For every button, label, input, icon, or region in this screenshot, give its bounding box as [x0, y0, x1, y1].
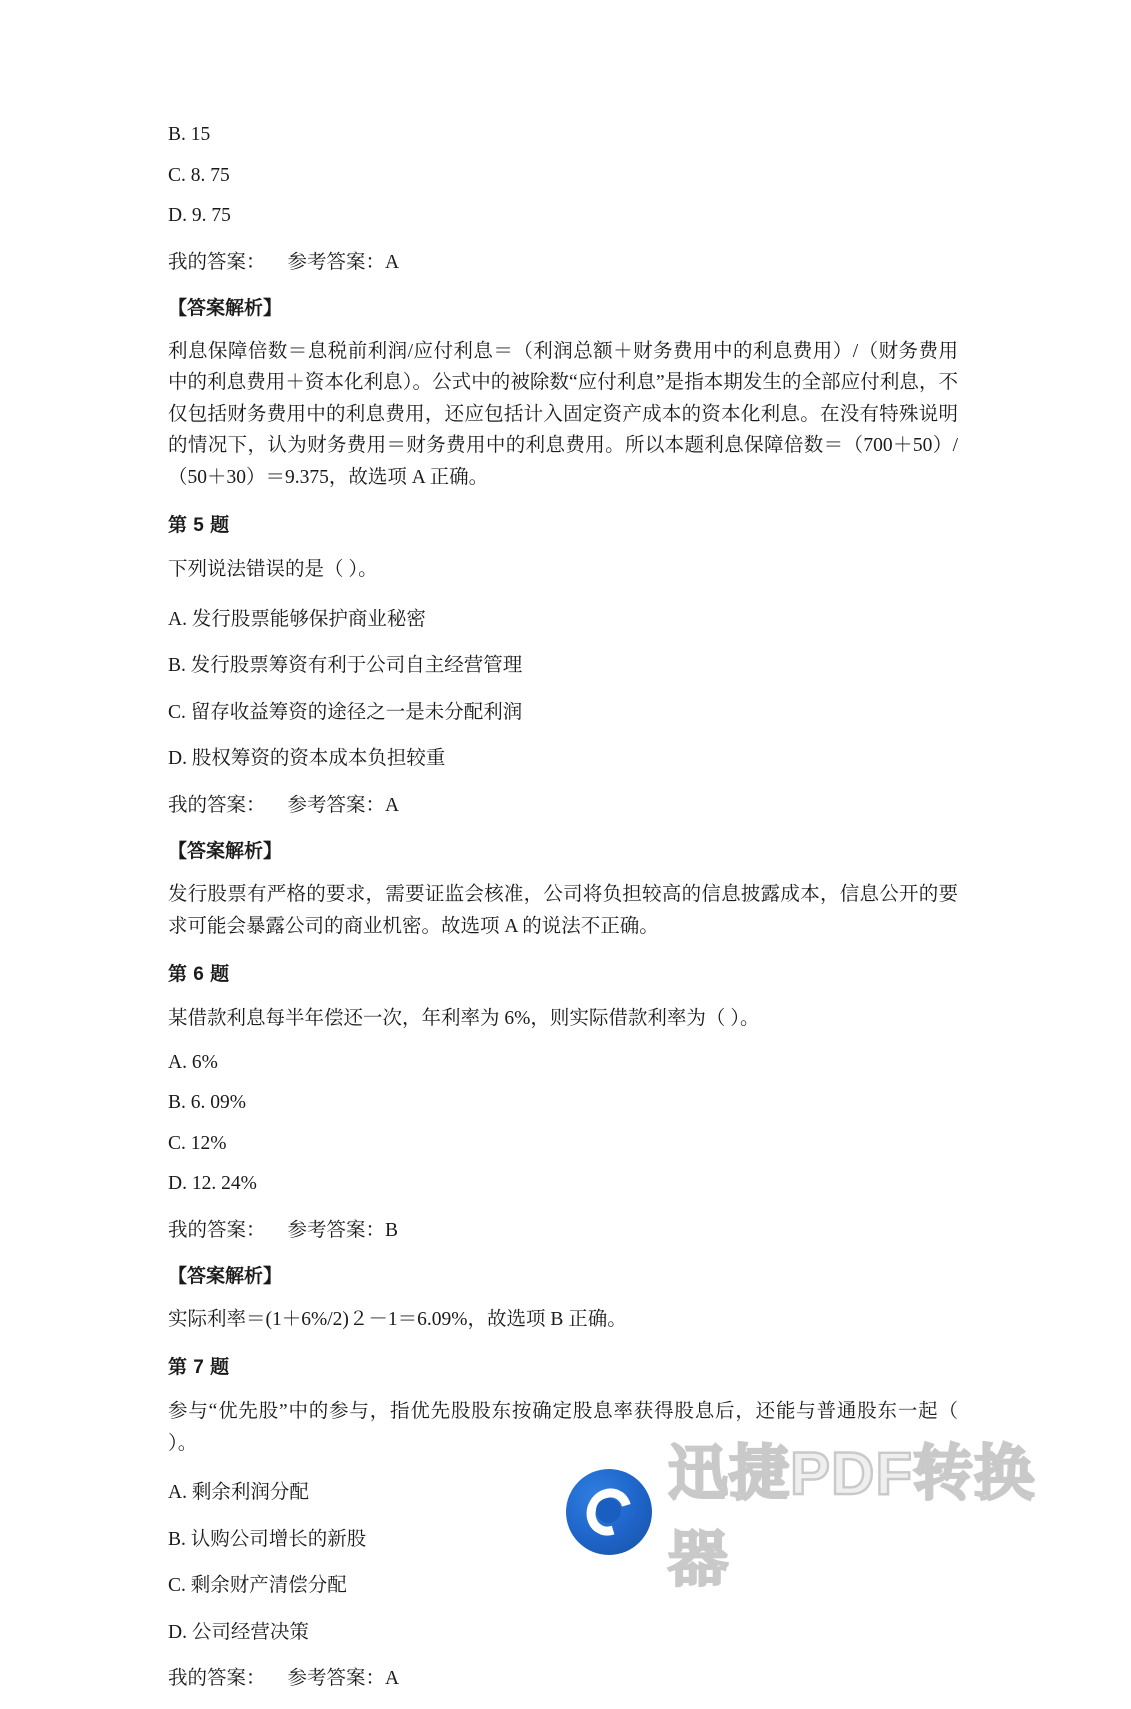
option-b-q7: B. 认购公司增长的新股: [168, 1528, 367, 1550]
analysis-text-q4: 利息保障倍数＝息税前利润/应付利息＝（利润总额＋财务费用中的利息费用）/（财务费用中的利息费用＋资本化利息）。公式中的被除数“应付利息”是指本期发生的全部应付利息，不仅包括财务费用中的利息费用，还应包括计入固定资产成本的资本化利息。在没有特殊说明的情况下，认为财务费用＝财务费用中的利息费用。所以本题利息保障倍数＝（700＋50）/（50＋30）＝9.375，故选项 A 正确。: [168, 340, 958, 488]
analysis-text-q5: 发行股票有严格的要求，需要证监会核准，公司将负担较高的信息披露成本，信息公开的要求可能会暴露公司的商业机密。故选项 A 的说法不正确。: [168, 883, 958, 937]
option-d-q5: D. 股权筹资的资本成本负担较重: [168, 748, 446, 770]
document-content: [168, 124, 958, 1709]
option-d-q7: D. 公司经营决策: [168, 1621, 309, 1643]
analysis-label-q4: 【答案解析】: [168, 297, 283, 319]
my-answer-label-q4: 我的答案：: [168, 251, 266, 273]
option-b-q4: B. 15: [168, 124, 211, 145]
question-stem-7: 参与“优先股”中的参与，指优先股股东按确定股息率获得股息后，还能与普通股东一起（ ）。: [168, 1401, 958, 1454]
option-b-q5: B. 发行股票筹资有利于公司自主经营管理: [168, 655, 523, 677]
analysis-label-q5: 【答案解析】: [168, 840, 283, 862]
question-head-6: 第 6 题: [168, 964, 230, 986]
analysis-label-q6: 【答案解析】: [168, 1265, 283, 1287]
reference-answer-q5: 参考答案：A: [287, 794, 400, 816]
reference-answer-q4: 参考答案：A: [287, 251, 400, 273]
my-answer-label-q7: 我的答案：: [168, 1668, 266, 1690]
option-d-q4: D. 9. 75: [168, 205, 231, 226]
watermark-text: 迅捷PDF转换器: [668, 1440, 1035, 1593]
answer-row-q4: [168, 246, 958, 274]
answer-row-q5: [168, 789, 958, 817]
option-d-q6: D. 12. 24%: [168, 1173, 257, 1195]
option-a-q7: A. 剩余利润分配: [168, 1482, 309, 1504]
option-a-q5: A. 发行股票能够保护商业秘密: [168, 608, 426, 630]
option-a-q6: A. 6%: [168, 1051, 218, 1073]
analysis-text-q6: 实际利率＝(1＋6%/2)２－1＝6.09%，故选项 B 正确。: [168, 1308, 627, 1330]
my-answer-label-q5: 我的答案：: [168, 794, 266, 816]
reference-answer-q6: 参考答案：B: [287, 1219, 399, 1241]
reference-answer-q7: 参考答案：A: [287, 1668, 400, 1690]
answer-row-q6: [168, 1214, 958, 1242]
option-b-q6: B. 6. 09%: [168, 1092, 246, 1114]
answer-row-q7: [168, 1662, 958, 1690]
question-head-7: 第 7 题: [168, 1357, 230, 1379]
option-c-q5: C. 留存收益筹资的途径之一是未分配利润: [168, 701, 523, 723]
option-c-q6: C. 12%: [168, 1132, 227, 1154]
my-answer-label-q6: 我的答案：: [168, 1219, 266, 1241]
question-stem-6: 某借款利息每半年偿还一次，年利率为 6%，则实际借款利率为（ ）。: [168, 1008, 760, 1030]
question-head-5: 第 5 题: [168, 515, 230, 537]
option-c-q7: C. 剩余财产清偿分配: [168, 1575, 347, 1597]
question-stem-5: 下列说法错误的是（ ）。: [168, 559, 378, 581]
option-c-q4: C. 8. 75: [168, 164, 230, 186]
